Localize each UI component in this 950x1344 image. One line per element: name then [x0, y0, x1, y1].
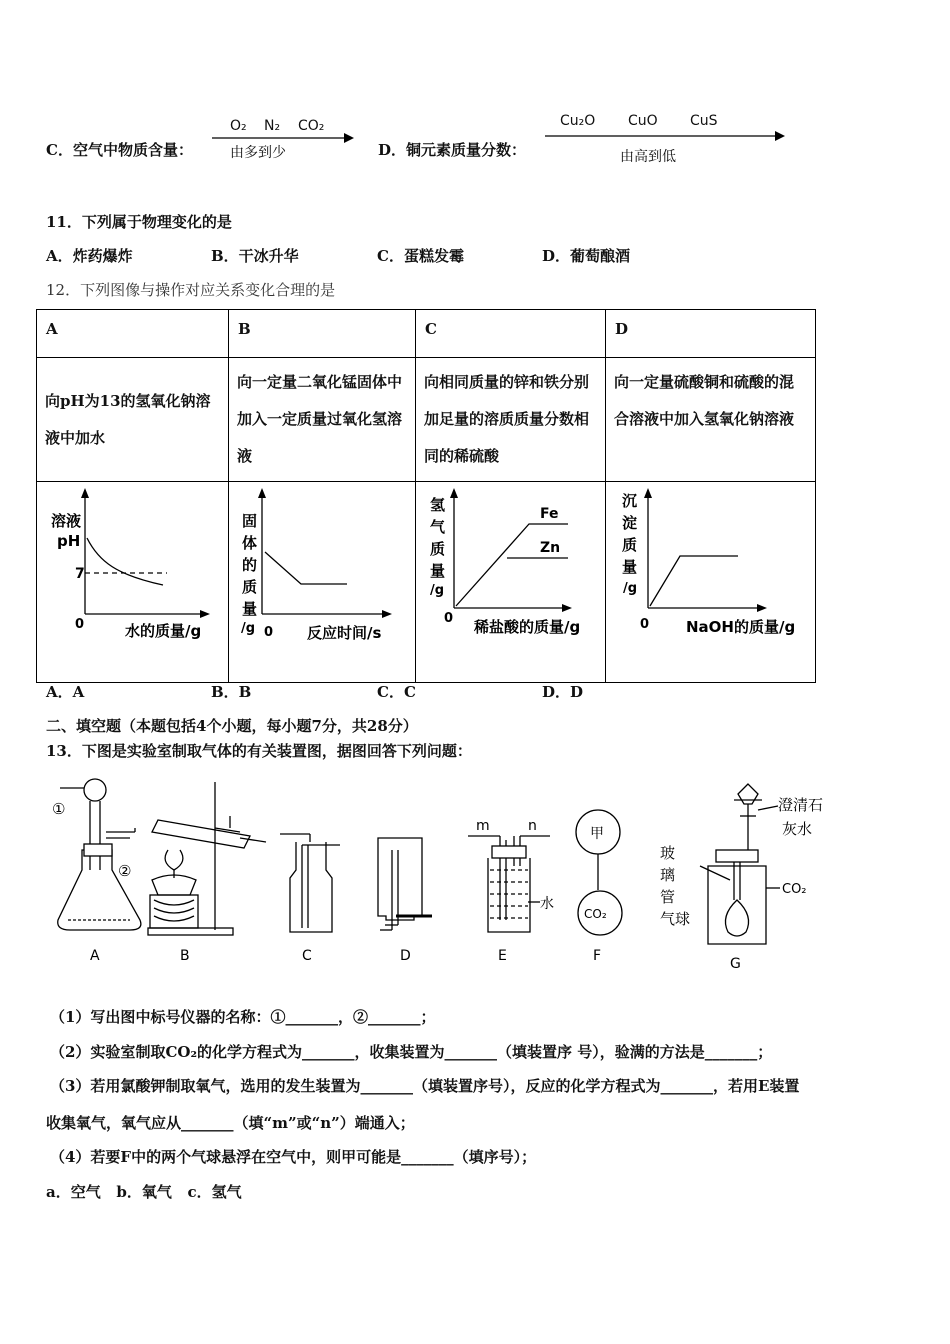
graph-c-ylabel-2: 气 — [430, 518, 446, 536]
label-apparatus-g: G — [730, 956, 741, 972]
graph-d-ylabel-3: 质 — [622, 536, 638, 554]
q12-header-b: B — [229, 310, 416, 358]
graph-b-ylabel-5: 量 — [242, 600, 258, 618]
q10-d-arrow — [545, 130, 785, 142]
graph-b-ylabel-3: 的 — [242, 556, 258, 574]
graph-b-xlabel: 反应时间/s — [307, 624, 382, 642]
label-m: m — [476, 818, 490, 834]
graph-b-ylabel-1: 固 — [242, 512, 258, 530]
q12-option-b: B．B — [211, 683, 252, 701]
graph-c-origin: 0 — [444, 611, 454, 626]
graph-d-origin: 0 — [640, 617, 650, 632]
label-limewater-2: 灰水 — [782, 820, 813, 838]
label-apparatus-b: B — [180, 948, 190, 964]
q13-part-4: （4）若要F中的两个气球悬浮在空气中，则甲可能是_______（填序号）； — [50, 1148, 537, 1166]
label-g-co2: CO₂ — [782, 882, 807, 897]
graph-c-ylabel-3: 质 — [430, 540, 446, 558]
graph-b-yunit: /g — [241, 621, 256, 636]
q10-c-item-co2: CO₂ — [298, 118, 325, 134]
q12-graph-b — [229, 482, 416, 683]
q11-option-c: C．蛋糕发霉 — [377, 247, 464, 265]
q10-option-d-label: D．铜元素质量分数： — [378, 141, 527, 159]
q13-apparatus-figure — [40, 770, 860, 975]
graph-d-ylabel-4: 量 — [622, 558, 638, 576]
q11-option-d: D．葡萄酿酒 — [542, 247, 631, 265]
q13-part-2: （2）实验室制取CO₂的化学方程式为_______，收集装置为_______（填装置序 号），验满的方法是_______； — [50, 1043, 773, 1061]
q12-option-c: C．C — [377, 683, 416, 701]
q10-d-item-cu2o: Cu₂O — [560, 113, 596, 129]
label-circled-one: ① — [52, 800, 66, 818]
q11-stem: 11．下列属于物理变化的是 — [46, 213, 232, 231]
label-apparatus-a: A — [90, 948, 100, 964]
graph-b-svg — [229, 482, 415, 678]
q12-desc-b: 向一定量二氧化锰固体中加入一定质量过氧化氢溶液 — [229, 358, 416, 482]
q12-graph-d — [606, 482, 816, 683]
graph-c-label-fe: Fe — [540, 506, 559, 522]
label-apparatus-d: D — [400, 948, 411, 964]
label-apparatus-f: F — [593, 948, 602, 964]
q10-d-item-cus: CuS — [690, 113, 718, 129]
q10-d-item-cuo: CuO — [628, 113, 658, 129]
graph-a-xlabel: 水的质量/g — [125, 622, 202, 640]
graph-a-svg — [37, 482, 228, 678]
q12-option-a: A．A — [46, 683, 85, 701]
q10-c-item-o2: O₂ — [230, 118, 247, 134]
graph-a-ylabel-2: pH — [57, 532, 81, 550]
section-2-heading: 二、填空题（本题包括4个小题，每小题7分，共28分） — [46, 717, 418, 735]
label-glass-2: 璃 — [660, 866, 676, 884]
q13-part-3a: （3）若用氯酸钾制取氧气，选用的发生装置为_______（填装置序号），反应的化学方程式为_______，若用E装置 — [50, 1077, 800, 1095]
graph-c-line-fe — [456, 524, 568, 606]
graph-a-origin: 0 — [75, 617, 85, 632]
q13-part-3b: 收集氧气，氧气应从_______（填“m”或“n”）端通入； — [46, 1114, 415, 1132]
q10-option-c-label: C．空气中物质含量： — [46, 141, 193, 159]
label-glass-1: 玻 — [660, 844, 676, 862]
graph-b-ylabel-4: 质 — [242, 578, 258, 596]
graph-d-line — [650, 556, 738, 606]
q10-c-item-n2: N₂ — [264, 118, 281, 134]
q10-c-order: 由多到少 — [230, 145, 286, 161]
label-jia: 甲 — [590, 826, 604, 842]
apparatus-a — [58, 779, 141, 930]
q12-table — [36, 309, 816, 683]
graph-a-ytick-7: 7 — [75, 566, 85, 582]
label-balloon: 气球 — [660, 910, 691, 928]
graph-b-origin: 0 — [264, 625, 274, 640]
graph-a-ylabel-1: 溶液 — [51, 512, 82, 530]
q11-option-b: B．干冰升华 — [211, 247, 299, 265]
graph-b-line — [265, 552, 347, 584]
q12-header-c: C — [416, 310, 606, 358]
label-water: 水 — [540, 896, 554, 912]
q13-part-1: （1）写出图中标号仪器的名称：①_______，②_______； — [50, 1008, 436, 1026]
graph-b-ylabel-2: 体 — [242, 534, 258, 552]
q10-d-order: 由高到低 — [620, 149, 676, 165]
q12-graph-a — [37, 482, 229, 683]
graph-d-ylabel-2: 淀 — [622, 514, 638, 532]
q13-choices: a．空气 b．氧气 c．氢气 — [46, 1183, 242, 1201]
graph-c-ylabel-4: 量 — [430, 562, 446, 580]
q12-header-a: A — [37, 310, 229, 358]
label-f-co2: CO₂ — [584, 907, 607, 921]
q11-option-a: A．炸药爆炸 — [46, 247, 133, 265]
graph-d-ylabel-1: 沉 — [622, 492, 638, 510]
graph-d-xlabel: NaOH的质量/g — [686, 618, 796, 636]
apparatus-e — [468, 836, 550, 932]
graph-a-curve — [87, 538, 163, 585]
graph-c-ylabel-1: 氢 — [430, 496, 446, 514]
q12-graph-c — [416, 482, 606, 683]
apparatus-b — [148, 782, 266, 935]
q12-desc-c: 向相同质量的锌和铁分别加足量的溶质质量分数相同的稀硫酸 — [416, 358, 606, 482]
graph-d-svg — [606, 482, 815, 678]
apparatus-g — [700, 784, 780, 944]
q12-stem: 12．下列图像与操作对应关系变化合理的是 — [46, 281, 336, 299]
q12-desc-a: 向pH为13的氢氧化钠溶液中加水 — [37, 358, 229, 482]
graph-c-xlabel: 稀盐酸的质量/g — [474, 618, 581, 636]
graph-c-yunit: /g — [430, 583, 445, 598]
q12-desc-d: 向一定量硫酸铜和硫酸的混合溶液中加入氢氧化钠溶液 — [606, 358, 816, 482]
label-glass-3: 管 — [660, 888, 676, 906]
label-apparatus-c: C — [302, 948, 312, 964]
q13-stem: 13．下图是实验室制取气体的有关装置图，据图回答下列问题： — [46, 742, 472, 760]
label-n: n — [528, 818, 537, 834]
apparatus-c — [280, 834, 340, 932]
graph-d-yunit: /g — [623, 581, 638, 596]
graph-c-svg — [416, 482, 605, 678]
graph-c-label-zn: Zn — [540, 540, 561, 556]
q12-header-d: D — [606, 310, 816, 358]
q12-option-d: D．D — [542, 683, 584, 701]
label-circled-two: ② — [118, 862, 132, 880]
apparatus-d — [378, 838, 432, 930]
label-apparatus-e: E — [498, 948, 507, 964]
label-limewater-1: 澄清石 — [778, 796, 824, 814]
